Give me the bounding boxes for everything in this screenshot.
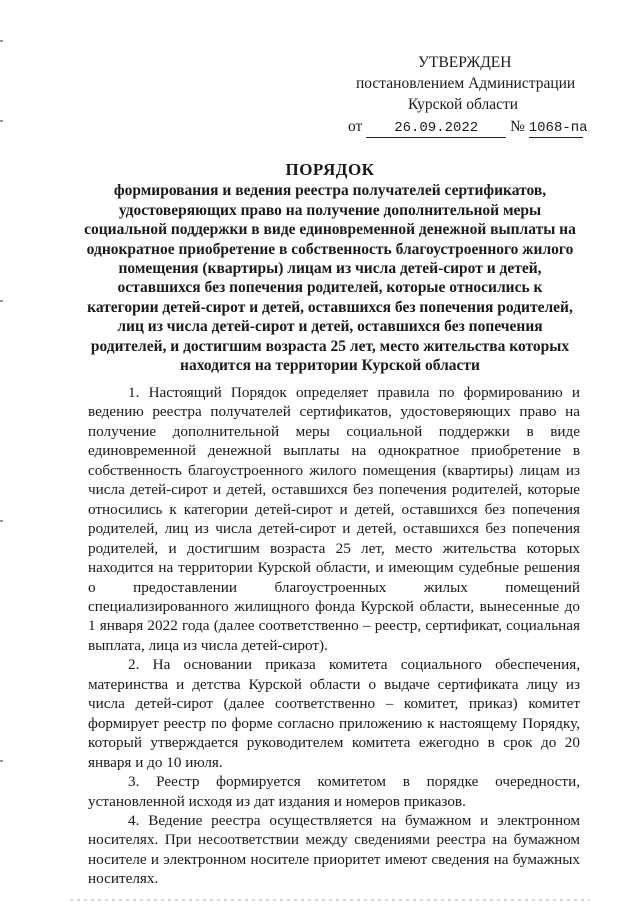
title-line: социальной поддержки в виде единовременной денежной выплаты на [84,221,576,239]
title-line: помещения (квартиры) лицам из числа детей-сирот и детей, [118,260,542,278]
approval-region: Курской области [408,96,519,113]
date-prefix: от [348,118,363,135]
document-body [88,383,580,889]
scan-edge-marks [0,0,4,905]
document-title [60,160,600,375]
paragraph-4: 4. Ведение реестра осуществляется на бумажном и электронном носителях. При несоответствии между сведениями реестра на бумажном носителе и электронном носителе приоритет имеют сведения на бумажных носителях. [88,811,580,888]
approval-date-number [340,116,590,138]
title-heading: ПОРЯДОК [285,160,375,179]
title-line: удостоверяющих право на получение дополнительной меры [118,201,542,219]
title-line: оставшихся без попечения родителей, которые относились к [117,279,543,297]
title-line: однократное приобретение в собственность благоустроенного жилого [86,240,574,258]
number-prefix: № [510,118,525,135]
title-line: формирования и ведения реестра получателей сертификатов, [113,182,547,200]
title-line: находится на территории Курской области [180,357,480,375]
title-line: лиц из числа детей-сирот и детей, оставшихся без попечения [117,318,543,336]
approval-date: 26.09.2022 [366,120,506,138]
paragraph-2: 2. На основании приказа комитета социального обеспечения, материнства и детства Курской области о выдаче сертификата лицу из числа детей-сирот (далее соответственно – комитет, приказ) комитет формирует реестр по форме согласно приложению к настоящему Порядку, который утверждается руководителем комитета ежегодно в срок до 20 января и до 10 июля. [88,656,580,771]
title-line: родителей, и достигшим возраста 25 лет, место жительства которых [90,337,570,355]
approval-title: УТВЕРЖДЕН [418,54,512,71]
title-line: категории детей-сирот и детей, оставшихся без попечения родителей, [87,298,573,316]
approval-resolution: постановлением Администрации [356,75,576,92]
scan-bottom-edge [70,899,590,901]
paragraph-3: 3. Реестр формируется комитетом в порядке очередности, установленной исходя из дат издания и номеров приказов. [88,773,580,810]
paragraph-1: 1. Настоящий Порядок определяет правила по формированию и ведению реестра получателей сертификатов, удостоверяющих право на получение дополнительной меры социальной поддержки в виде единовременной денежной выплаты на однократное приобретение в собственность благоустроенного жилого помещения (квартиры) лицам из числа детей-сирот и детей, оставшихся без попечения родителей, которые относились к категории детей-сирот и детей, оставшихся без попечения родителей, лиц из числа детей-сирот и детей, оставшихся без попечения родителей, и достигшим возраста 25 лет, место жительства которых находится на территории Курской области, и имеющим судебные решения о предоставлении благоустроенных жилых помещений специализированного жилищного фонда Курской области, вынесенные до 1 января 2022 года (далее соответственно – реестр, сертификат, социальная выплата, лица из числа детей-сирот). [88,384,580,654]
approval-stamp-block [340,52,590,138]
approval-number: 1068-па [528,120,588,136]
